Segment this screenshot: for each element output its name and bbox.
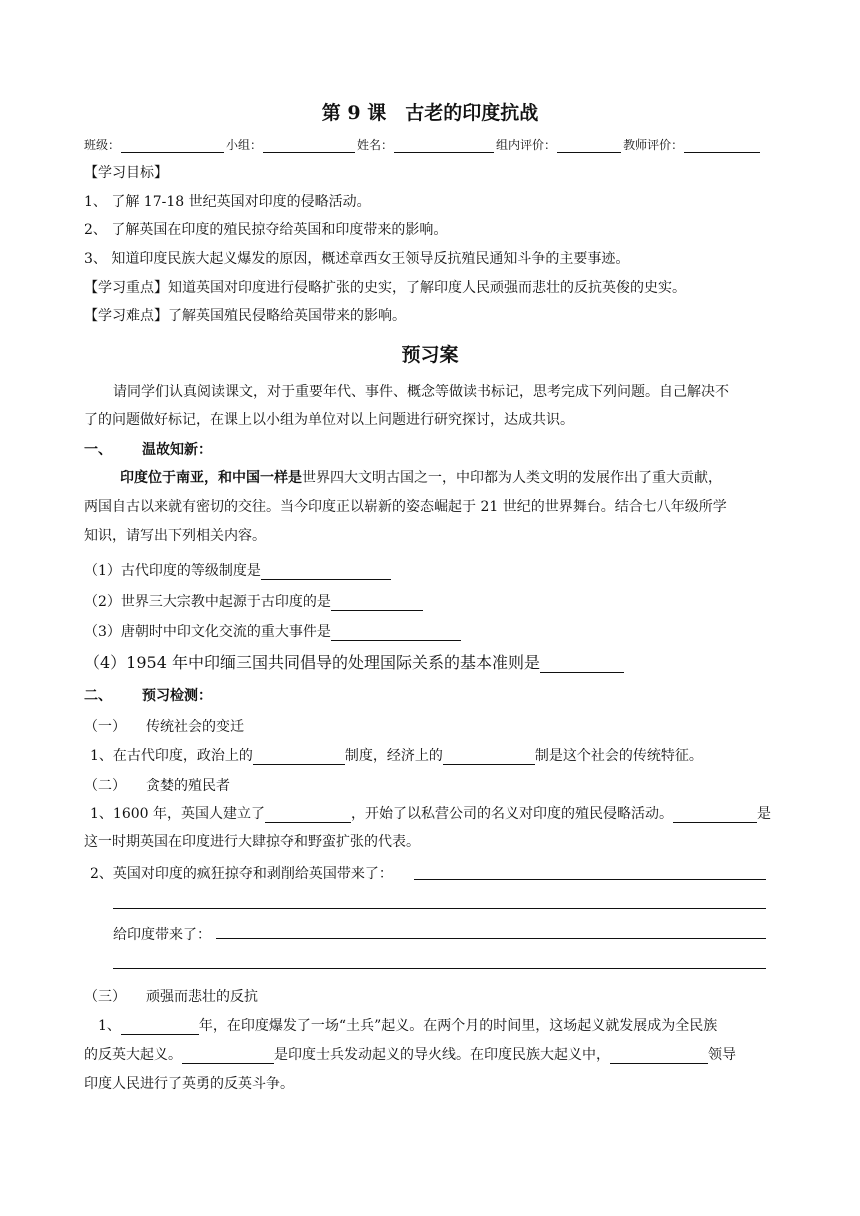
sub3-heading [84,986,258,1006]
group-label: 小组： [226,138,263,152]
sub3-q1-blank1[interactable] [121,1019,199,1035]
sub2-q1-blank2[interactable] [673,807,757,823]
review-para-line1 [120,467,722,487]
class-label: 班级： [84,138,121,152]
sub1-q1-a: 1、在古代印度，政治上的 [90,748,253,764]
sub1-heading [84,716,244,736]
sub3-q1-blank2[interactable] [182,1048,274,1064]
key-points-label: 【学习重点】 [84,280,168,296]
sub1-q1 [90,745,703,765]
sub2-q2-answer-line[interactable] [414,879,766,880]
sub2-q1-b: ，开始了以私营公司的名义对印度的殖民侵略活动。 [351,806,673,822]
sub1-num: （一） [84,719,126,735]
review-para-rest: 世界四大文明古国之一，中印都为人类文明的发展作出了重大贡献， [302,470,722,486]
sub2-q2-india: 给印度带来了： [113,927,211,943]
review-q1 [84,560,391,580]
review-q2-text: （2）世界三大宗教中起源于古印度的是 [84,594,331,610]
sub2-text: 贪婪的殖民者 [146,778,230,794]
group-eval-label: 组内评价： [496,138,557,152]
teacher-eval-blank[interactable] [684,138,760,153]
review-heading-text: 温故知新： [142,442,212,458]
goal-item: 3、 知道印度民族大起义爆发的原因，概述章西女王领导反抗殖民通知斗争的主要事迹。 [84,251,630,267]
sub3-q1-line2 [84,1044,736,1064]
sub2-q2-india-answer-line[interactable] [113,968,766,969]
preview-intro-line1: 请同学们认真阅读课文，对于重要年代、事件、概念等做读书标记，思考完成下列问题。自己解决不 [113,384,729,400]
preview-heading: 预习案 [401,344,459,366]
review-para-line2: 两国自古以来就有密切的交往。当今印度正以崭新的姿态崛起于 21 世纪的世界舞台。结合七八年级所学 [84,499,727,515]
sub3-q1-a: 1、 [98,1018,121,1034]
review-q1-text: （1）古代印度的等级制度是 [84,563,261,579]
check-heading-text: 预习检测： [142,688,212,704]
sub3-text: 顽强而悲壮的反抗 [146,989,258,1005]
sub3-q1-line1 [98,1015,717,1035]
sub3-q1-line2-b: 是印度士兵发动起义的导火线。在印度民族大起义中， [274,1047,610,1063]
difficulty-text: 了解英国殖民侵略给英国带来的影响。 [168,308,406,324]
key-points [84,277,686,297]
sub2-num: （二） [84,778,126,794]
review-q3-blank[interactable] [331,625,461,641]
review-q3-text: （3）唐朝时中印文化交流的重大事件是 [84,624,331,640]
review-para-line3: 知识，请写出下列相关内容。 [84,528,266,544]
review-heading-num: 一、 [84,442,112,458]
difficulty-label: 【学习难点】 [84,308,168,324]
review-para-bold: 印度位于南亚，和中国一样是 [120,470,302,486]
sub2-q1-c: 是 [757,806,771,822]
goal-item: 2、 了解英国在印度的殖民掠夺给英国和印度带来的影响。 [84,222,448,238]
key-points-text: 知道英国对印度进行侵略扩张的史实，了解印度人民顽强而悲壮的反抗英俊的史实。 [168,280,686,296]
sub2-q1-line2: 这一时期英国在印度进行大肆掠夺和野蛮扩张的代表。 [84,834,420,850]
review-q2 [84,591,423,611]
student-info-row [84,136,762,153]
review-q4-text: （4）1954 年中印缅三国共同倡导的处理国际关系的基本准则是 [84,653,540,672]
review-q3 [84,621,461,641]
name-label: 姓名： [357,138,394,152]
group-blank[interactable] [263,138,355,153]
check-heading-num: 二、 [84,688,112,704]
sub3-q1-line2-c: 领导 [708,1047,736,1063]
class-blank[interactable] [121,138,224,153]
sub3-q1-b: 年，在印度爆发了一场“土兵”起义。在两个月的时间里，这场起义就发展成为全民族 [198,1018,718,1034]
sub2-q2: 2、英国对印度的疯狂掠夺和剥削给英国带来了： [90,866,393,882]
review-q4-blank[interactable] [540,657,624,673]
group-eval-blank[interactable] [557,138,621,153]
sub3-q1-blank3[interactable] [610,1048,708,1064]
goals-heading: 【学习目标】 [84,165,168,181]
sub2-q1-a: 1、1600 年，英国人建立了 [90,806,265,822]
review-q2-blank[interactable] [331,595,423,611]
sub3-q1-line3: 印度人民进行了英勇的反英斗争。 [84,1076,294,1092]
name-blank[interactable] [394,138,494,153]
sub3-q1-line2-a: 的反英大起义。 [84,1047,182,1063]
preview-intro-line2: 了的问题做好标记，在课上以小组为单位对以上问题进行研究探讨，达成共识。 [84,412,574,428]
goal-item: 1、 了解 17-18 世纪英国对印度的侵略活动。 [84,194,371,210]
sub1-text: 传统社会的变迁 [146,719,244,735]
review-q1-blank[interactable] [261,564,391,580]
check-heading [84,685,212,705]
difficulty-points [84,305,406,325]
review-q4 [84,650,624,673]
sub2-heading [84,775,230,795]
sub1-q1-c: 制是这个社会的传统特征。 [534,748,703,764]
teacher-eval-label: 教师评价： [623,138,684,152]
sub1-q1-blank2[interactable] [443,749,535,765]
sub1-q1-b: 制度，经济上的 [344,748,443,764]
sub1-q1-blank1[interactable] [253,749,345,765]
review-heading [84,439,212,459]
sub2-q1-blank1[interactable] [265,807,351,823]
page-title: 第 9 课 古老的印度抗战 [321,102,539,124]
sub2-q2-india-answer-line[interactable] [216,938,766,939]
sub3-num: （三） [84,989,126,1005]
sub2-q1-line1 [90,803,780,823]
sub2-q2-answer-line[interactable] [113,908,766,909]
